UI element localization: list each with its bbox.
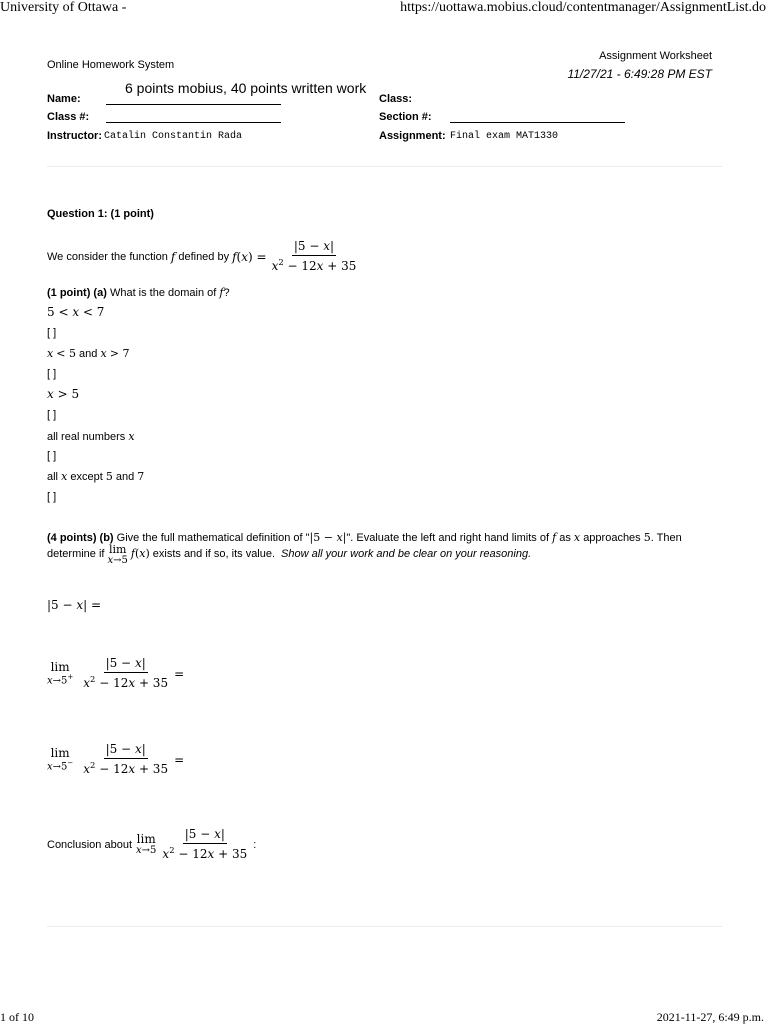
system-name: Online Homework System: [47, 59, 175, 71]
section-line: [450, 122, 625, 123]
left-limit-prompt: lim x→5− $\frac{|5 - x|}{x^2 - 12x + 35}$ =: [47, 742, 185, 777]
part-b-line-1: (4 points) (b) Give the full mathematical definition of "|5 − x|". Evaluate the left and right hand limits of f as x approaches 5. Then: [47, 531, 682, 544]
abs-definition-prompt: |5 − x| =: [47, 598, 102, 612]
fx-lhs: f(x) =: [232, 249, 267, 264]
part-a-text: What is the domain of: [109, 287, 217, 299]
option-2-text: x < 5 and x > 7: [47, 347, 130, 360]
option-4-text: all real numbers x: [47, 430, 135, 443]
part-b-emphasis: Show all your work and be clear on your reasoning.: [281, 548, 532, 560]
name-label: Name:: [47, 93, 81, 105]
option-1-checkbox[interactable]: [ ]: [47, 327, 57, 339]
doc-type: Assignment Worksheet: [599, 50, 712, 62]
part-a-prompt: (1 point) (a) What is the domain of f?: [47, 286, 230, 299]
instructor-label: Instructor:: [47, 130, 102, 142]
option-4-checkbox[interactable]: [ ]: [47, 450, 57, 462]
header-divider: [47, 166, 722, 167]
class-number-line: [106, 122, 281, 123]
browser-page-title: University of Ottawa -: [0, 0, 127, 15]
question-title: Question 1: (1 point): [47, 208, 154, 220]
assignment-value: Final exam MAT1330: [450, 131, 559, 142]
instructor-value: Catalin Constantin Rada: [104, 131, 243, 142]
f-symbol: f: [170, 249, 176, 264]
part-b-line-2: determine if lim x→5 f(x) exists and if so, its value. Show all your work and be clear on your reasoning.: [47, 543, 532, 566]
option-5-text: all x except 5 and 7: [47, 470, 145, 483]
conclusion-prompt: Conclusion about lim x→5 $\frac{|5 - x|}{x^2 - 12x + 35}$ :: [47, 827, 257, 862]
part-b-points: (4 points) (b): [47, 532, 114, 544]
class-number-label: Class #:: [47, 111, 90, 123]
class-label: Class:: [379, 93, 413, 105]
option-1-text: 5 < x < 7: [47, 305, 105, 319]
intro-text: We consider the function: [47, 250, 168, 263]
browser-url[interactable]: https://uottawa.mobius.cloud/contentmanager/AssignmentList.do: [400, 0, 766, 15]
part-a-points: (1 point) (a): [47, 287, 107, 299]
printed-at: 2021-11-27, 6:49 p.m.: [656, 1010, 764, 1024]
timestamp: 11/27/21 - 6:49:28 PM EST: [567, 67, 712, 81]
footer-divider: [47, 926, 722, 927]
function-definition: [47, 240, 358, 273]
handwritten-note: 6 points mobius, 40 points written work: [125, 80, 367, 96]
name-line: [106, 104, 281, 105]
option-3-checkbox[interactable]: [ ]: [47, 409, 57, 421]
function-fraction: $\frac{|5 - x|}{x^2 - 12x + 35}$: [271, 239, 357, 274]
option-5-checkbox[interactable]: [ ]: [47, 491, 57, 503]
section-label: Section #:: [379, 111, 432, 123]
right-limit-prompt: lim x→5+ $\frac{|5 - x|}{x^2 - 12x + 35}$ =: [47, 656, 185, 691]
option-3-text: x > 5: [47, 387, 80, 401]
option-2-checkbox[interactable]: [ ]: [47, 368, 57, 380]
limit-operator: lim x→5: [107, 543, 128, 566]
intro-mid-text: defined by: [178, 250, 230, 263]
page-count: 1 of 10: [0, 1010, 34, 1024]
assignment-label: Assignment:: [379, 130, 446, 142]
conclusion-label: Conclusion about: [47, 838, 133, 851]
